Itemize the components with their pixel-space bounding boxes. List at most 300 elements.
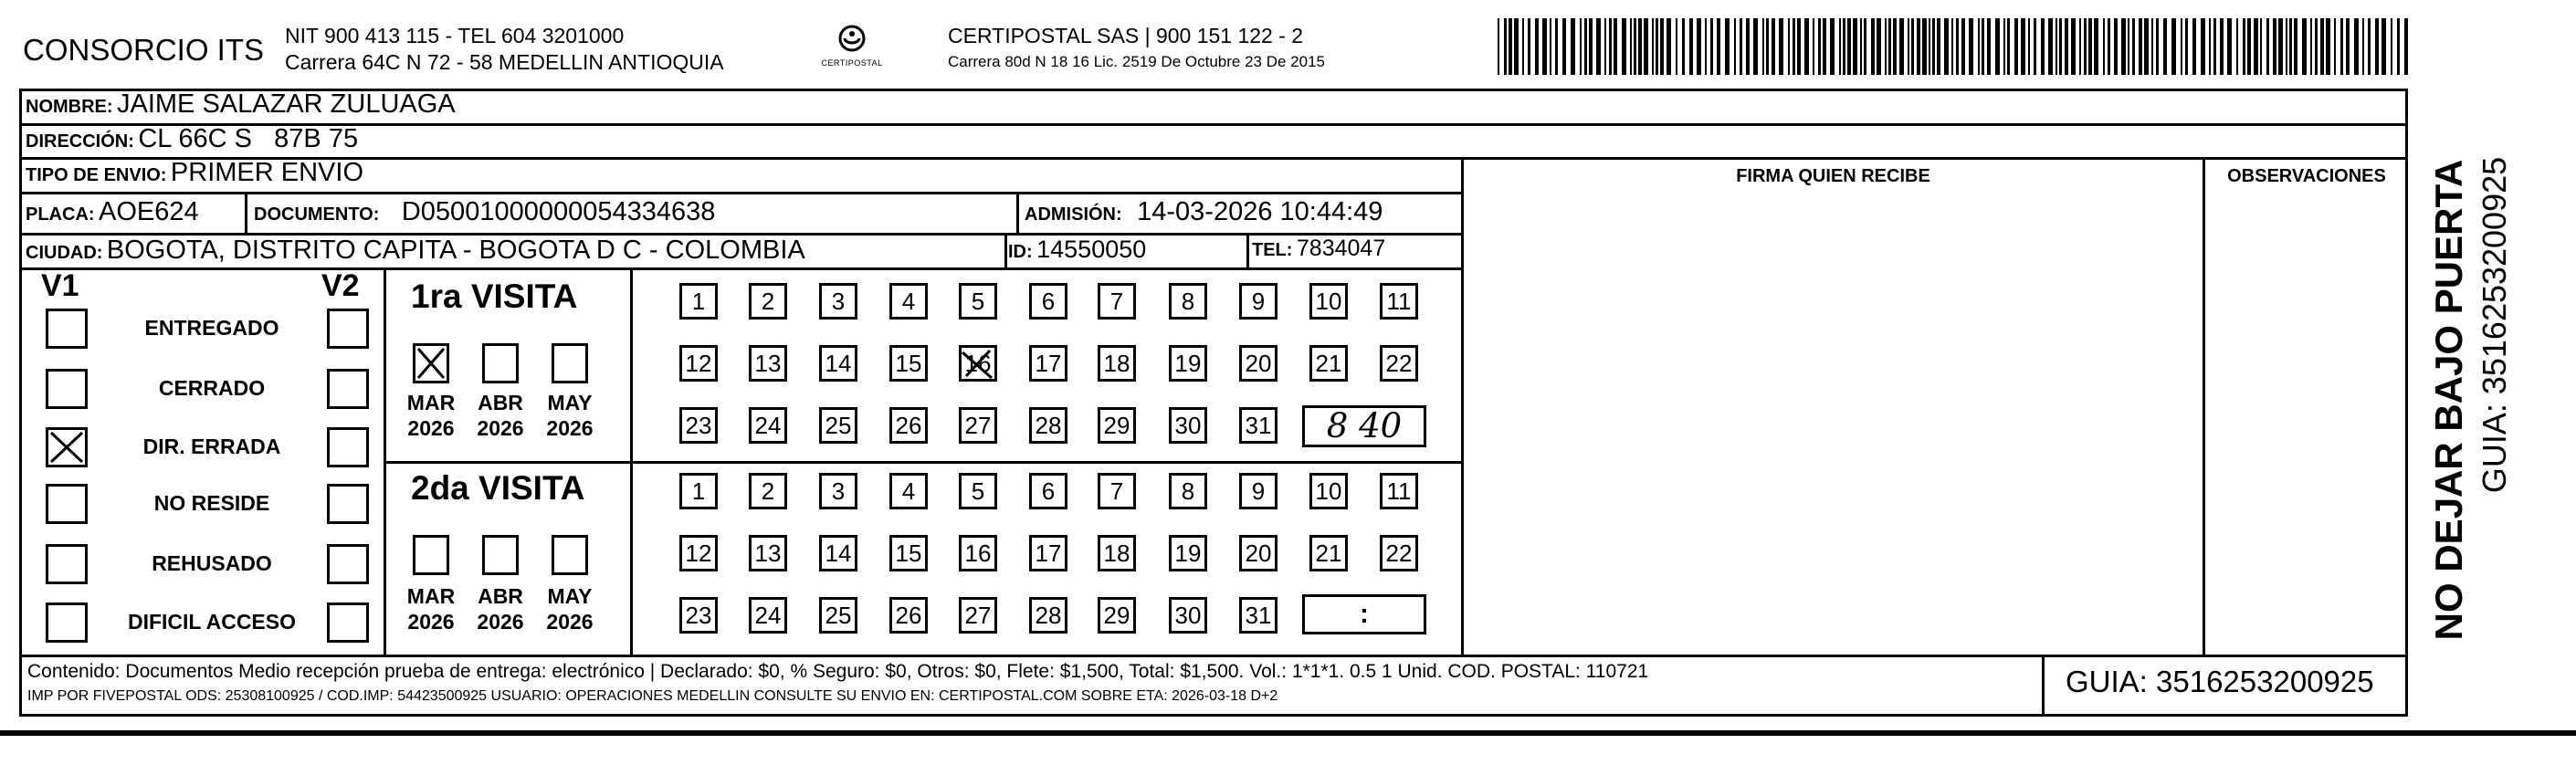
day-label: 20 — [1245, 350, 1272, 377]
admision-label: ADMISIÓN: — [1025, 204, 1122, 225]
day-box — [1029, 597, 1067, 634]
day-box — [749, 535, 787, 571]
firma-label: FIRMA QUIEN RECIBE — [1736, 166, 1930, 186]
barcode-bar — [2254, 18, 2258, 75]
day-label: 14 — [825, 540, 852, 567]
placa-field — [26, 197, 199, 227]
barcode-bar — [1839, 18, 1841, 75]
day-label: 15 — [895, 350, 922, 377]
barcode-bar — [2278, 18, 2283, 75]
day-box — [679, 473, 718, 509]
id-field — [1008, 236, 1146, 264]
day-box — [1098, 345, 1136, 382]
barcode-bar — [2151, 18, 2153, 75]
nombre-value: JAIME SALAZAR ZULUAGA — [117, 89, 456, 119]
barcode-bar — [2404, 18, 2408, 75]
day-box — [959, 407, 997, 444]
barcode-bar — [1609, 18, 1612, 75]
barcode-bar — [2346, 18, 2350, 75]
certipostal-logo — [820, 24, 884, 75]
barcode-bar — [1535, 18, 1539, 75]
barcode-bar — [1740, 18, 1742, 75]
day-box — [889, 597, 928, 634]
day-label: 26 — [895, 602, 922, 629]
barcode-bar — [1580, 18, 1582, 75]
day-box — [959, 345, 997, 382]
day-box — [1239, 473, 1277, 509]
barcode-bar — [2084, 18, 2087, 75]
day-label: 1 — [691, 477, 706, 505]
direccion-field — [26, 124, 358, 154]
barcode-bar — [2079, 18, 2081, 75]
barcode-bar — [1951, 18, 1953, 75]
day-label: 21 — [1315, 350, 1342, 377]
barcode-bar — [1697, 18, 1701, 75]
month-label: ABR — [478, 584, 523, 608]
barcode-bar — [1753, 18, 1758, 75]
barcode-bar — [1885, 18, 1887, 75]
barcode-bar — [2260, 18, 2262, 75]
day-label: 2 — [761, 288, 775, 315]
year-label: 2026 — [546, 416, 594, 440]
day-label: 19 — [1174, 350, 1202, 377]
year-label: 2026 — [407, 416, 455, 440]
day-box — [819, 535, 857, 571]
status-label: ENTREGADO — [144, 316, 279, 340]
day-label: 4 — [901, 477, 916, 505]
day-label: 30 — [1174, 412, 1202, 439]
barcode-bar — [1734, 18, 1736, 75]
barcode-bar — [2320, 18, 2324, 75]
barcode-bar — [1550, 18, 1551, 75]
barcode-bar — [2028, 18, 2030, 75]
month-checkbox — [482, 343, 519, 383]
day-box — [819, 345, 857, 382]
barcode-bar — [1982, 18, 1984, 75]
first-visit-time-value: 8 40 — [1326, 406, 1403, 445]
day-box — [1309, 473, 1348, 509]
barcode-bar — [1843, 18, 1845, 75]
barcode-bar — [2065, 18, 2068, 75]
day-label: 5 — [971, 477, 985, 505]
day-box — [1098, 473, 1136, 509]
tipo-envio-value: PRIMER ENVIO — [170, 158, 364, 187]
day-label: 23 — [685, 412, 712, 439]
barcode-bar — [2088, 18, 2092, 75]
barcode-bar — [1542, 18, 1547, 75]
day-box — [1169, 535, 1207, 571]
barcode-bar — [2340, 18, 2343, 75]
barcode-bar — [1622, 18, 1626, 75]
barcode-bar — [1893, 18, 1897, 75]
barcode-bar — [2391, 18, 2392, 75]
day-box — [889, 535, 928, 571]
observaciones-label: OBSERVACIONES — [2227, 166, 2386, 186]
day-label: 28 — [1035, 602, 1062, 629]
day-label: 27 — [964, 412, 992, 439]
tel-field — [1252, 236, 1385, 262]
day-box — [819, 597, 857, 634]
day-box — [1098, 597, 1136, 634]
day-label: 5 — [971, 288, 985, 315]
barcode-bar — [1908, 18, 1909, 75]
day-box — [819, 283, 857, 320]
documento-label: DOCUMENTO: — [254, 204, 380, 225]
day-strike-mark-icon — [959, 345, 997, 382]
day-label: 7 — [1109, 288, 1124, 315]
status-label: CERRADO — [158, 376, 266, 400]
day-label: 18 — [1103, 350, 1130, 377]
year-label: 2026 — [477, 610, 524, 634]
v2-checkbox — [327, 369, 369, 409]
barcode-bar — [1847, 18, 1851, 75]
barcode-bar — [1823, 18, 1826, 75]
barcode-bar — [2144, 18, 2149, 75]
barcode-bar — [1956, 18, 1959, 75]
day-box — [1029, 407, 1067, 444]
day-label: 6 — [1041, 288, 1056, 315]
barcode-bar — [2201, 18, 2205, 75]
day-label: 24 — [754, 412, 782, 439]
day-label: 16 — [964, 540, 992, 567]
barcode — [1498, 18, 2411, 75]
barcode-bar — [2156, 18, 2159, 75]
day-label: 9 — [1251, 477, 1266, 505]
barcode-bar — [2310, 18, 2312, 75]
day-label: 11 — [1386, 477, 1412, 505]
footer-guia: GUIA: 3516253200925 — [2066, 665, 2374, 698]
day-label: 25 — [825, 602, 852, 629]
day-box — [1029, 283, 1067, 320]
day-label: 24 — [754, 602, 782, 629]
day-label: 22 — [1385, 540, 1413, 567]
barcode-bar — [1871, 18, 1875, 75]
barcode-bar — [2108, 18, 2110, 75]
barcode-bar — [2003, 18, 2005, 75]
logo-text: CERTIPOSTAL — [821, 58, 883, 68]
barcode-bar — [2220, 18, 2224, 75]
barcode-bar — [1676, 18, 1677, 75]
day-label: 1 — [691, 288, 706, 315]
barcode-bar — [1660, 18, 1664, 75]
barcode-bar — [1813, 18, 1814, 75]
barcode-bar — [1509, 18, 1512, 75]
v2-checkbox — [327, 484, 369, 524]
day-box — [959, 473, 997, 509]
barcode-bar — [1888, 18, 1891, 75]
status-label: NO RESIDE — [153, 491, 270, 515]
barcode-bar — [1987, 18, 1991, 75]
day-label: 28 — [1035, 412, 1062, 439]
day-box — [1380, 345, 1418, 382]
year-label: 2026 — [477, 416, 524, 440]
day-label: 18 — [1103, 540, 1130, 567]
day-label: 14 — [825, 350, 852, 377]
v2-checkbox — [327, 427, 369, 467]
day-label: 10 — [1315, 288, 1342, 315]
second-visit-time-box — [1302, 594, 1426, 634]
day-label: 3 — [831, 288, 846, 315]
bottom-page-rule — [0, 730, 2576, 736]
day-label: 3 — [831, 477, 846, 505]
barcode-bar — [1929, 18, 1930, 75]
barcode-bar — [1710, 18, 1713, 75]
barcode-bar — [1638, 18, 1642, 75]
direccion-value: CL 66C S 87B 75 — [138, 124, 359, 153]
v1-label: V1 — [41, 268, 79, 303]
day-box — [679, 345, 718, 382]
month-label: MAY — [547, 584, 593, 608]
day-label: 29 — [1103, 602, 1130, 629]
x-mark-icon — [48, 430, 85, 465]
barcode-bar — [1725, 18, 1730, 75]
year-label: 2026 — [546, 610, 594, 634]
day-box — [959, 535, 997, 571]
barcode-bar — [2185, 18, 2188, 75]
documento-value: D05001000000054334638 — [401, 197, 716, 226]
day-label: 16 — [964, 350, 992, 377]
v1-checkbox — [46, 544, 88, 584]
first-visit-time-box — [1302, 405, 1426, 447]
v2-checkbox — [327, 603, 369, 643]
day-box — [1169, 283, 1207, 320]
tipo-envio-label: TIPO DE ENVIO: — [26, 165, 167, 185]
barcode-bar — [1830, 18, 1835, 75]
day-label: 2 — [761, 477, 775, 505]
barcode-bar — [1793, 18, 1795, 75]
day-box — [1098, 283, 1136, 320]
barcode-bar — [1717, 18, 1720, 75]
v1-checkbox — [46, 484, 88, 524]
day-box — [1169, 597, 1207, 634]
side-guia: GUIA: 3516253200925 — [2476, 156, 2513, 494]
barcode-bar — [2209, 18, 2211, 75]
day-box — [1029, 535, 1067, 571]
v2-checkbox — [327, 309, 369, 349]
barcode-bar — [1689, 18, 1693, 75]
day-box — [889, 473, 928, 509]
day-label: 9 — [1251, 288, 1266, 315]
day-label: 31 — [1245, 412, 1272, 439]
month-label: MAY — [547, 391, 593, 414]
barcode-bar — [1772, 18, 1775, 75]
day-label: 23 — [685, 602, 712, 629]
day-box — [749, 473, 787, 509]
barcode-bar — [1911, 18, 1914, 75]
footer-line-1: Contenido: Documentos Medio recepción prueba de entrega: electrónico | Declarado: $0, % Seguro: $0, Otros: $0, Flete: $1,500, Total: $1,500. Vol.: 1*1*1. 0.5 1 Unid. COD. POSTAL: 110721 — [27, 661, 1649, 682]
barcode-bar — [1614, 18, 1617, 75]
barcode-bar — [1969, 18, 1973, 75]
barcode-bar — [1853, 18, 1857, 75]
barcode-bar — [1917, 18, 1920, 75]
barcode-bar — [1522, 18, 1524, 75]
day-box — [679, 407, 718, 444]
day-label: 6 — [1041, 477, 1056, 505]
barcode-bar — [1877, 18, 1881, 75]
day-label: 19 — [1174, 540, 1202, 567]
day-label: 25 — [825, 412, 852, 439]
day-label: 17 — [1035, 540, 1062, 567]
barcode-bar — [1498, 18, 1499, 75]
day-box — [1309, 345, 1348, 382]
id-value: 14550050 — [1036, 236, 1147, 263]
day-box — [749, 283, 787, 320]
barcode-bar — [2103, 18, 2105, 75]
barcode-bar — [2059, 18, 2062, 75]
barcode-bar — [2236, 18, 2238, 75]
month-checkbox — [552, 343, 588, 383]
barcode-bar — [1504, 18, 1507, 75]
first-visit-title: 1ra VISITA — [411, 278, 578, 315]
v1-checkbox — [46, 309, 88, 349]
tel-label: TEL: — [1252, 240, 1293, 260]
direccion-label: DIRECCIÓN: — [26, 131, 134, 152]
month-checkbox — [413, 343, 449, 383]
day-box — [1029, 473, 1067, 509]
placa-label: PLACA: — [26, 204, 95, 225]
barcode-bar — [2266, 18, 2269, 75]
barcode-bar — [1818, 18, 1821, 75]
second-visit-title: 2da VISITA — [411, 469, 585, 507]
day-box — [819, 407, 857, 444]
barcode-bar — [2132, 18, 2135, 75]
barcode-bar — [2014, 18, 2018, 75]
month-checkbox — [482, 535, 519, 575]
day-box — [679, 283, 718, 320]
day-box — [1380, 283, 1418, 320]
day-box — [1169, 407, 1207, 444]
day-label: 8 — [1181, 477, 1195, 505]
barcode-bar — [2007, 18, 2010, 75]
barcode-bar — [2056, 18, 2057, 75]
barcode-bar — [2163, 18, 2167, 75]
day-box — [1309, 535, 1348, 571]
barcode-bar — [2227, 18, 2232, 75]
admision-field — [1025, 197, 1383, 227]
barcode-bar — [1899, 18, 1904, 75]
day-label: 4 — [901, 288, 916, 315]
barcode-bar — [2128, 18, 2129, 75]
v1-checkbox — [46, 369, 88, 409]
barcode-bar — [1562, 18, 1566, 75]
barcode-bar — [2289, 18, 2292, 75]
day-box — [1239, 597, 1277, 634]
barcode-bar — [2213, 18, 2216, 75]
side-warning: NO DEJAR BAJO PUERTA — [2427, 159, 2470, 641]
barcode-bar — [1797, 18, 1801, 75]
v1-checkbox — [46, 427, 88, 467]
barcode-bar — [2354, 18, 2359, 75]
day-box — [679, 535, 718, 571]
barcode-bar — [1804, 18, 1809, 75]
barcode-bar — [1705, 18, 1707, 75]
barcode-bar — [2048, 18, 2053, 75]
day-box — [749, 345, 787, 382]
barcode-bar — [2034, 18, 2036, 75]
day-box — [749, 597, 787, 634]
x-mark-icon — [415, 346, 447, 381]
ciudad-value: BOGOTA, DISTRITO CAPITA - BOGOTA D C - COLOMBIA — [106, 236, 805, 265]
barcode-bar — [2114, 18, 2118, 75]
v2-checkbox — [327, 544, 369, 584]
barcode-bar — [2171, 18, 2176, 75]
carrier-line-1: CERTIPOSTAL SAS | 900 151 122 - 2 — [948, 24, 1304, 47]
barcode-bar — [1788, 18, 1790, 75]
admision-value: 14-03-2026 10:44:49 — [1137, 197, 1383, 226]
day-box — [1169, 473, 1207, 509]
placa-value: AOE624 — [99, 197, 199, 226]
barcode-bar — [1995, 18, 2000, 75]
barcode-bar — [1604, 18, 1606, 75]
day-box — [959, 597, 997, 634]
day-label: 26 — [895, 412, 922, 439]
day-label: 29 — [1103, 412, 1130, 439]
day-box — [679, 597, 718, 634]
barcode-bar — [1779, 18, 1783, 75]
day-label: 20 — [1245, 540, 1272, 567]
barcode-bar — [2286, 18, 2287, 75]
carrier-line-2: Carrera 80d N 18 16 Lic. 2519 De Octubre 23 De 2015 — [948, 53, 1325, 70]
year-label: 2026 — [407, 610, 455, 634]
status-label: DIR. ERRADA — [142, 435, 281, 458]
day-label: 8 — [1181, 288, 1195, 315]
day-label: 22 — [1385, 350, 1413, 377]
barcode-bar — [1555, 18, 1558, 75]
barcode-bar — [2362, 18, 2364, 75]
barcode-bar — [2094, 18, 2098, 75]
day-label: 21 — [1315, 540, 1342, 567]
v1-checkbox — [46, 603, 88, 643]
barcode-bar — [2302, 18, 2307, 75]
barcode-bar — [1656, 18, 1658, 75]
day-box — [749, 407, 787, 444]
day-label: 7 — [1109, 477, 1124, 505]
day-box — [819, 473, 857, 509]
barcode-bar — [1644, 18, 1648, 75]
day-box — [889, 407, 928, 444]
barcode-bar — [1589, 18, 1593, 75]
barcode-bar — [1584, 18, 1587, 75]
status-label: REHUSADO — [152, 551, 272, 575]
ciudad-label: CIUDAD: — [26, 243, 103, 263]
barcode-bar — [1978, 18, 1980, 75]
barcode-bar — [2334, 18, 2336, 75]
barcode-bar — [2071, 18, 2076, 75]
barcode-bar — [1630, 18, 1632, 75]
second-visit-time-placeholder: : — [1360, 599, 1369, 629]
day-box — [1098, 407, 1136, 444]
ciudad-field — [26, 236, 805, 266]
day-label: 12 — [685, 540, 712, 567]
day-label: 13 — [754, 350, 782, 377]
barcode-bar — [2181, 18, 2182, 75]
barcode-bar — [2243, 18, 2245, 75]
barcode-bar — [1922, 18, 1927, 75]
barcode-bar — [1571, 18, 1575, 75]
day-box — [1380, 473, 1418, 509]
day-box — [1098, 535, 1136, 571]
documento-field — [254, 197, 715, 227]
day-box — [1239, 345, 1277, 382]
day-label: 30 — [1174, 602, 1202, 629]
barcode-bar — [2368, 18, 2371, 75]
barcode-bar — [1937, 18, 1940, 75]
day-label: 10 — [1315, 477, 1342, 505]
barcode-bar — [2192, 18, 2196, 75]
day-box — [889, 283, 928, 320]
day-box — [1029, 345, 1067, 382]
day-box — [1239, 283, 1277, 320]
